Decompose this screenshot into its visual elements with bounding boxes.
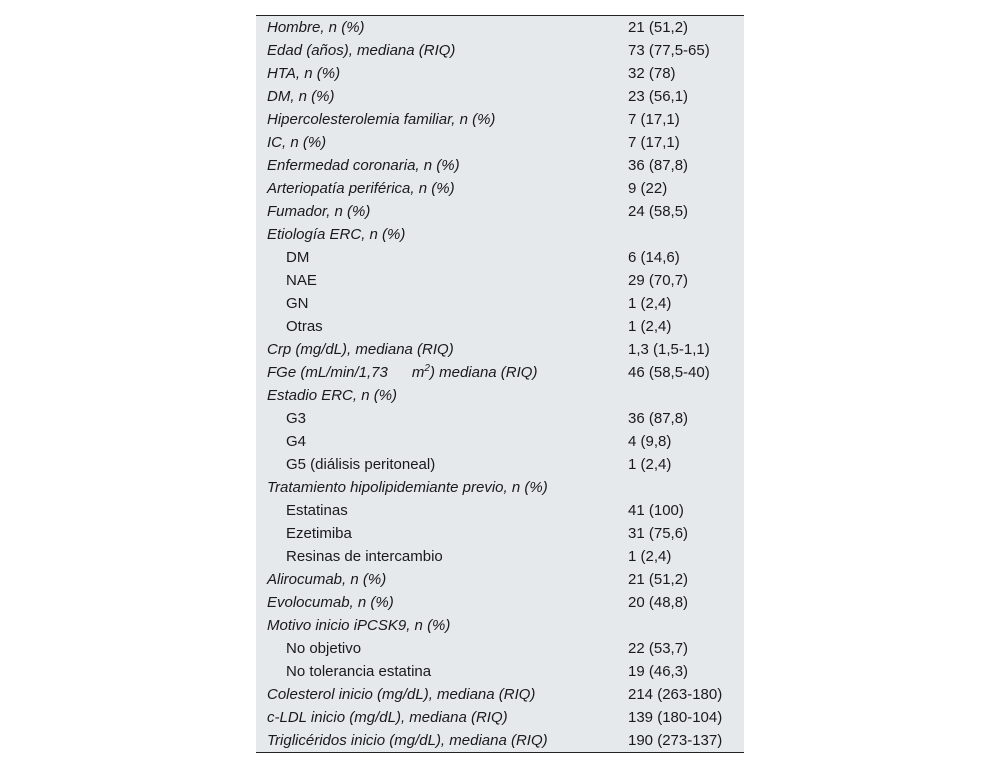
row-value: 1 (2,4) — [628, 295, 672, 312]
row-label: Hombre, n (%) — [267, 19, 365, 36]
row-label: Crp (mg/dL), mediana (RIQ) — [267, 341, 454, 358]
row-label: Edad (años), mediana (RIQ) — [267, 42, 456, 59]
table-row — [256, 430, 744, 453]
row-sublabel: Estatinas — [286, 502, 348, 519]
table-row — [256, 200, 744, 223]
row-value — [628, 614, 744, 637]
row-label: Estadio ERC, n (%) — [267, 387, 398, 404]
row-value: 24 (58,5) — [628, 203, 689, 220]
row-label: c-LDL inicio (mg/dL), mediana (RIQ) — [267, 709, 508, 726]
row-value: 36 (87,8) — [628, 410, 689, 427]
row-sublabel: Ezetimiba — [286, 525, 352, 542]
table-row — [256, 476, 744, 499]
table-row — [256, 62, 744, 85]
table-row — [256, 407, 744, 430]
row-value: 7 (17,1) — [628, 111, 680, 128]
label-superscript: 2 — [424, 363, 430, 374]
row-value: 139 (180-104) — [628, 709, 723, 726]
label-unit: m — [411, 364, 425, 381]
row-label: Fumador, n (%) — [267, 203, 371, 220]
row-label: Evolocumab, n (%) — [267, 594, 394, 611]
table-body — [256, 16, 744, 752]
table-row — [256, 338, 744, 361]
row-sublabel: GN — [286, 295, 309, 312]
row-value: 19 (46,3) — [628, 663, 689, 680]
label-text-end: ) mediana (RIQ) — [429, 364, 538, 381]
table-row — [256, 269, 744, 292]
row-sublabel: G3 — [286, 410, 307, 427]
row-value: 1 (2,4) — [628, 548, 672, 565]
row-sublabel: G5 (diálisis peritoneal) — [286, 456, 436, 473]
row-value: 1,3 (1,5-1,1) — [628, 341, 710, 358]
row-label: Enfermedad coronaria, n (%) — [267, 157, 460, 174]
table-row — [256, 591, 744, 614]
row-value: 32 (78) — [628, 65, 676, 82]
row-value: 21 (51,2) — [628, 19, 689, 36]
row-sublabel: NAE — [286, 272, 317, 289]
table-row — [256, 315, 744, 338]
row-label: Arteriopatía periférica, n (%) — [267, 180, 455, 197]
row-label: Tratamiento hipolipidemiante previo, n (%) — [267, 479, 548, 496]
row-value: 1 (2,4) — [628, 318, 672, 335]
table-row — [256, 223, 744, 246]
table-row — [256, 499, 744, 522]
row-label: Hipercolesterolemia familiar, n (%) — [267, 111, 496, 128]
row-value: 9 (22) — [628, 180, 668, 197]
row-value: 73 (77,5-65) — [628, 42, 710, 59]
table-row — [256, 16, 744, 39]
row-label: DM, n (%) — [267, 88, 335, 105]
row-value: 36 (87,8) — [628, 157, 689, 174]
table-row — [256, 246, 744, 269]
row-value: 31 (75,6) — [628, 525, 689, 542]
row-value: 4 (9,8) — [628, 433, 672, 450]
row-label: IC, n (%) — [267, 134, 327, 151]
table-row — [256, 384, 744, 407]
row-sublabel: Resinas de intercambio — [286, 548, 443, 565]
table-row — [256, 637, 744, 660]
data-table — [256, 16, 744, 752]
row-label: Triglicéridos inicio (mg/dL), mediana (RIQ) — [267, 732, 548, 749]
table-row — [256, 453, 744, 476]
label-text: FGe (mL/min/1,73 — [267, 364, 388, 381]
row-value: 7 (17,1) — [628, 134, 680, 151]
table-row — [256, 545, 744, 568]
row-value — [628, 476, 744, 499]
row-value: 23 (56,1) — [628, 88, 689, 105]
table-row — [256, 154, 744, 177]
row-sublabel: No tolerancia estatina — [286, 663, 432, 680]
table-row — [256, 614, 744, 637]
table-row — [256, 660, 744, 683]
row-label: Motivo inicio iPCSK9, n (%) — [267, 617, 451, 634]
row-value: 21 (51,2) — [628, 571, 689, 588]
table-row — [256, 706, 744, 729]
table-row — [256, 522, 744, 545]
table-row — [256, 177, 744, 200]
baseline-characteristics-table — [256, 15, 744, 753]
row-value — [628, 384, 744, 407]
table-row — [256, 108, 744, 131]
table-row — [256, 292, 744, 315]
row-value: 41 (100) — [628, 502, 684, 519]
table-row — [256, 568, 744, 591]
table-row — [256, 131, 744, 154]
table-row — [256, 85, 744, 108]
row-label: HTA, n (%) — [267, 65, 341, 82]
row-sublabel: G4 — [286, 433, 307, 450]
row-label: Etiología ERC, n (%) — [267, 226, 406, 243]
row-sublabel: Otras — [286, 318, 323, 335]
row-label: Alirocumab, n (%) — [267, 571, 387, 588]
row-value: 1 (2,4) — [628, 456, 672, 473]
table-row — [256, 683, 744, 706]
row-label — [256, 361, 628, 384]
table-row — [256, 729, 744, 752]
row-value: 46 (58,5-40) — [628, 364, 710, 381]
row-value: 29 (70,7) — [628, 272, 689, 289]
row-sublabel: DM — [286, 249, 310, 266]
row-value: 190 (273-137) — [628, 732, 723, 749]
row-value: 22 (53,7) — [628, 640, 689, 657]
row-value: 20 (48,8) — [628, 594, 689, 611]
row-label: Colesterol inicio (mg/dL), mediana (RIQ) — [267, 686, 536, 703]
row-sublabel: No objetivo — [286, 640, 362, 657]
table-row — [256, 39, 744, 62]
row-value — [628, 223, 744, 246]
table-row — [256, 361, 744, 384]
row-value: 6 (14,6) — [628, 249, 680, 266]
row-value: 214 (263-180) — [628, 686, 723, 703]
